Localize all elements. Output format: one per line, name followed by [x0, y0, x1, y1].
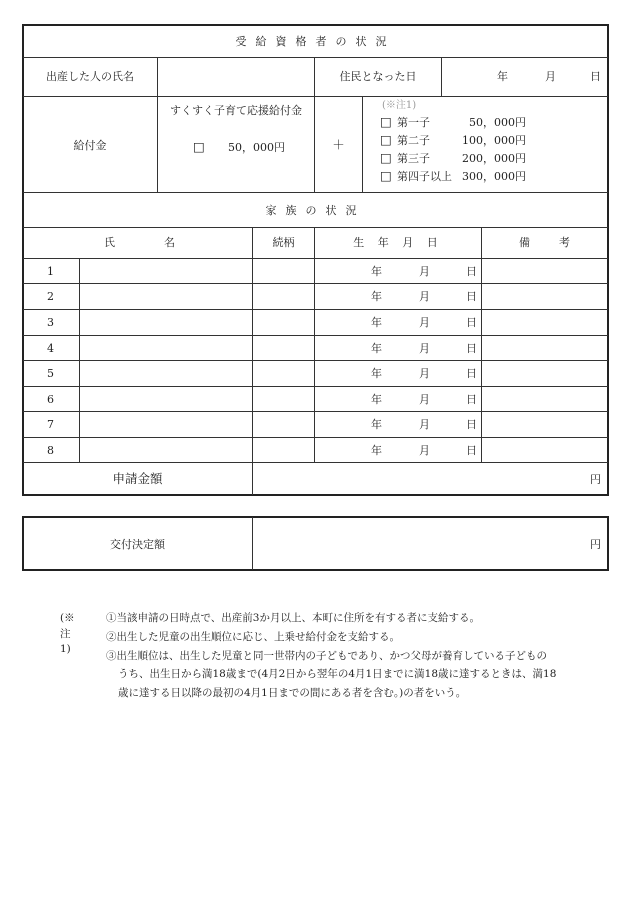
resident-date-label: 住民となった日 [339, 70, 417, 83]
row-number: 6 [47, 393, 54, 406]
decision-amount-unit: 円 [590, 538, 601, 551]
option-label: 第二子 [397, 134, 430, 147]
birth-order-option[interactable] [380, 132, 600, 148]
option-label: 第四子以上 [397, 170, 452, 183]
row-number: 4 [47, 342, 54, 355]
notes-label: (※注1) [60, 612, 75, 655]
row-number: 8 [47, 444, 54, 457]
note-line: うち、出生日から満18歳まで(4月2日から翌年の4月1日までに満18歳に達するときは、満18 [118, 668, 557, 680]
checkbox[interactable]: □ [380, 150, 392, 165]
option-amount: 300，000円 [462, 170, 526, 183]
apply-amount-unit: 円 [590, 473, 601, 486]
birth-year: 年 [371, 418, 382, 431]
resident-date-month: 月 [545, 70, 556, 83]
col-birthdate: 生 年 月 日 [353, 236, 443, 249]
birth-day: 日 [466, 367, 477, 380]
note-reference: (※注1) [382, 100, 417, 111]
birth-order-option[interactable] [380, 114, 600, 130]
checkbox[interactable]: □ [380, 114, 392, 129]
birth-day: 日 [466, 265, 477, 278]
sukusuku-title: すくすく子育て応援給付金 [170, 104, 302, 117]
col-relation: 続柄 [272, 236, 295, 249]
family-header: 家族の状況 [265, 204, 366, 217]
note-line: 歳に達する日以降の最初の4月1日までの間にある者を含む。)の者をいう。 [118, 687, 467, 699]
birth-person-label: 出産した人の氏名 [46, 70, 134, 83]
row-number: 7 [47, 418, 54, 431]
col-remarks-1: 備 [519, 236, 530, 249]
birth-day: 日 [466, 393, 477, 406]
birth-order-option[interactable] [380, 150, 600, 166]
decision-amount-label: 交付決定額 [110, 538, 165, 551]
birth-month: 月 [419, 418, 430, 431]
birth-month: 月 [419, 265, 430, 278]
option-amount: 50，000円 [469, 116, 526, 129]
checkbox[interactable]: □ [380, 168, 392, 183]
col-remarks-2: 考 [559, 236, 570, 249]
qualification-header: 受給資格者の状況 [235, 35, 396, 48]
checkbox[interactable]: □ [380, 132, 392, 147]
note-line: ①当該申請の日時点で、出産前3か月以上、本町に住所を有する者に支給する。 [106, 612, 480, 624]
divider [23, 192, 608, 193]
table-row[interactable] [23, 438, 608, 462]
table-row[interactable] [23, 387, 608, 411]
birth-day: 日 [466, 444, 477, 457]
resident-date-day: 日 [590, 70, 601, 83]
option-label: 第三子 [397, 152, 430, 165]
option-label: 第一子 [397, 116, 430, 129]
birth-order-option[interactable] [380, 168, 600, 184]
col-name-family: 名 [164, 236, 175, 249]
row-number: 3 [47, 316, 54, 329]
table-row[interactable] [23, 361, 608, 386]
birth-day: 日 [466, 290, 477, 303]
birth-day: 日 [466, 342, 477, 355]
plus-sign: ＋ [332, 137, 345, 152]
birth-month: 月 [419, 444, 430, 457]
apply-amount-label: 申請金額 [112, 471, 163, 486]
birth-year: 年 [371, 342, 382, 355]
divider [23, 96, 608, 97]
resident-date-year: 年 [497, 70, 508, 83]
birth-month: 月 [419, 290, 430, 303]
birth-year: 年 [371, 265, 382, 278]
row-number: 1 [47, 265, 54, 278]
apply-amount-field[interactable] [253, 463, 608, 494]
table-row[interactable] [23, 412, 608, 437]
birth-year: 年 [371, 290, 382, 303]
table-row[interactable] [23, 310, 608, 335]
table-row[interactable] [23, 284, 608, 309]
decision-amount-field[interactable] [253, 518, 608, 569]
birth-day: 日 [466, 316, 477, 329]
birth-year: 年 [371, 393, 382, 406]
row-number: 2 [47, 290, 54, 303]
birth-year: 年 [371, 367, 382, 380]
birth-month: 月 [419, 367, 430, 380]
table-row[interactable] [23, 259, 608, 283]
birth-month: 月 [419, 393, 430, 406]
birth-day: 日 [466, 418, 477, 431]
sukusuku-amount: 50，000円 [228, 141, 285, 154]
birth-month: 月 [419, 316, 430, 329]
benefit-label: 給付金 [73, 139, 107, 152]
resident-date-field[interactable] [442, 58, 608, 96]
birth-month: 月 [419, 342, 430, 355]
option-amount: 200，000円 [462, 152, 526, 165]
option-amount: 100，000円 [462, 134, 526, 147]
divider [362, 96, 363, 192]
note-line: ②出生した児童の出生順位に応じ、上乗せ給付金を支給する。 [106, 631, 400, 643]
table-row[interactable] [23, 336, 608, 360]
birth-person-name-field[interactable] [158, 58, 314, 96]
divider [23, 227, 608, 228]
col-name-given: 氏 [104, 236, 115, 249]
row-number: 5 [47, 367, 54, 380]
sukusuku-checkbox[interactable]: □ [193, 139, 205, 154]
birth-year: 年 [371, 316, 382, 329]
note-line: ③出生順位は、出生した児童と同一世帯内の子どもであり、かつ父母が養育している子どもの [106, 650, 547, 662]
birth-year: 年 [371, 444, 382, 457]
